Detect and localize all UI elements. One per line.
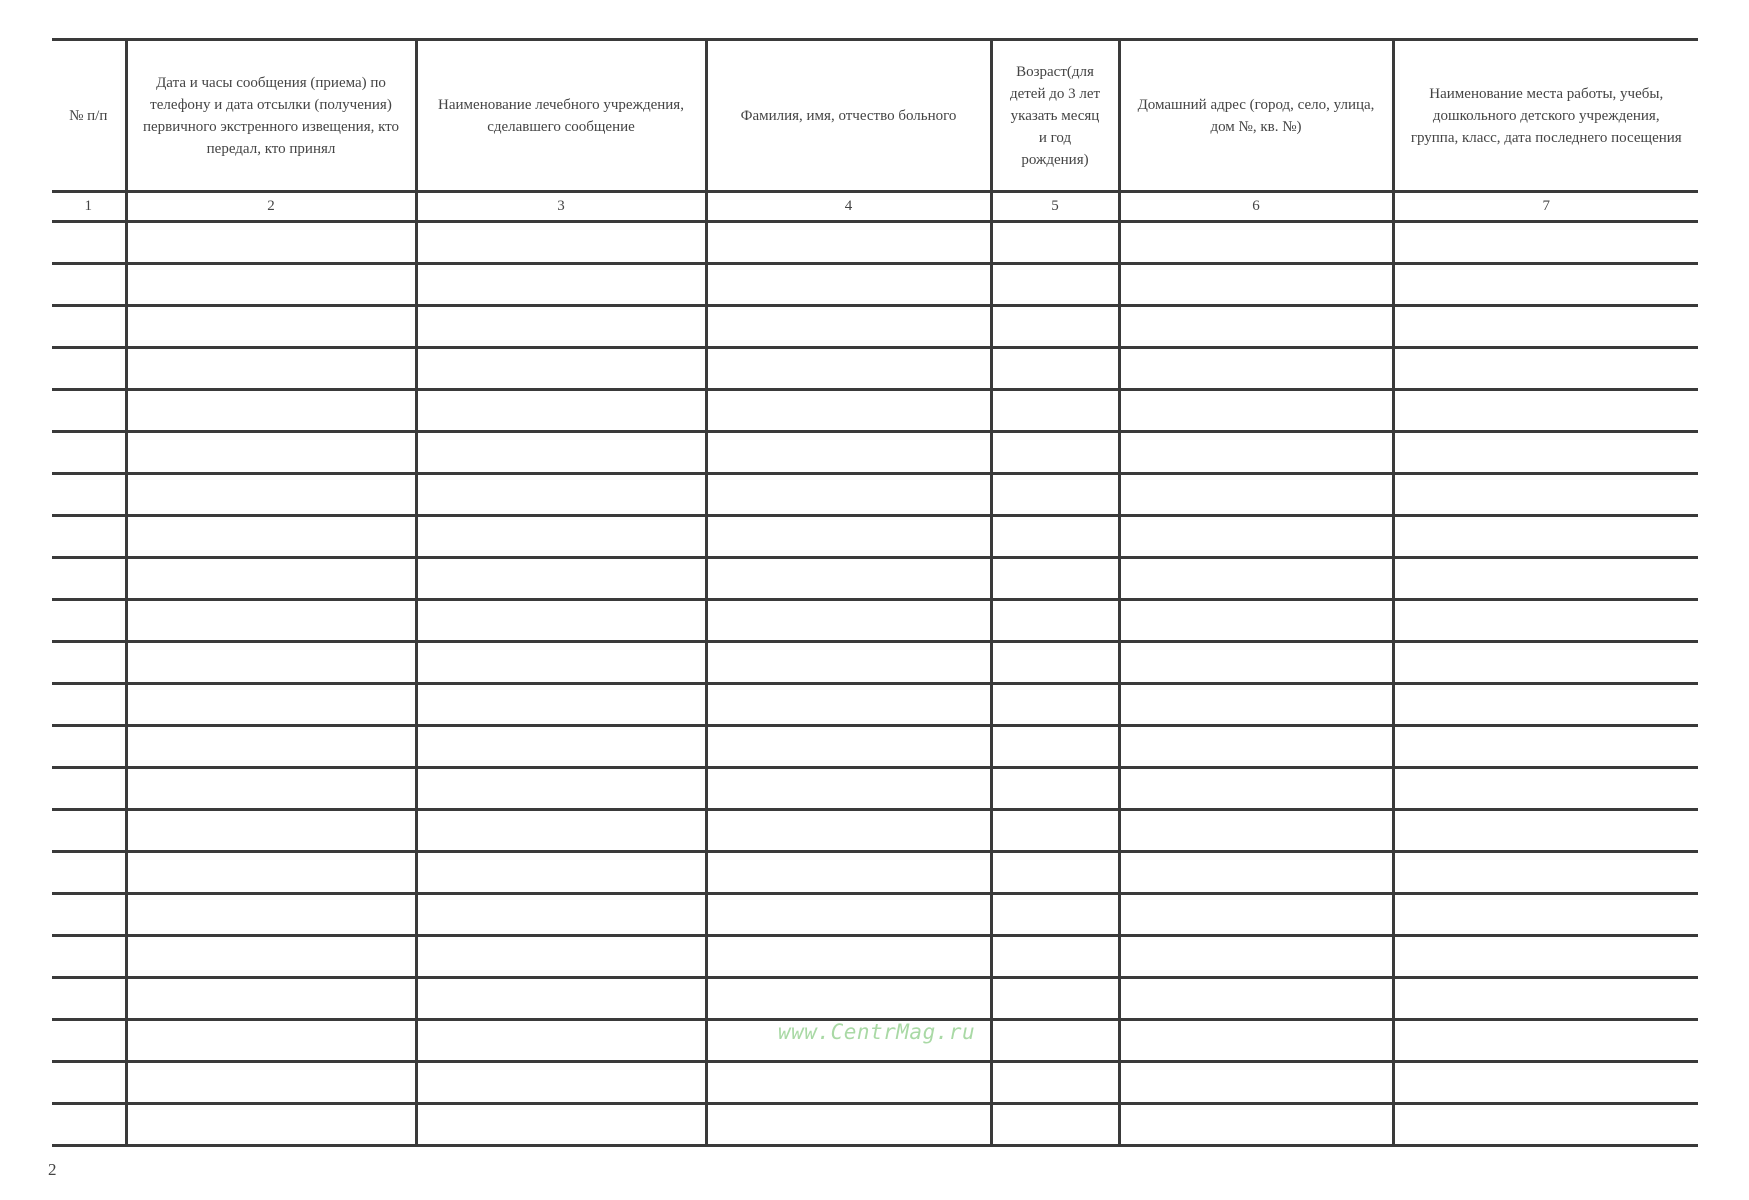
table-cell [1119, 264, 1393, 306]
table-cell [1119, 432, 1393, 474]
table-cell [1393, 1020, 1698, 1062]
table-header [52, 40, 1698, 222]
table-cell [991, 978, 1119, 1020]
table-cell [1393, 306, 1698, 348]
table-cell [416, 222, 706, 264]
table-cell [1393, 474, 1698, 516]
table-cell [991, 390, 1119, 432]
table-cell [52, 642, 126, 684]
col-header-workplace: Наименование места работы, учебы, дошкольного детского учреждения, группа, класс, дата последнего посещения [1393, 40, 1698, 192]
table-cell [126, 810, 416, 852]
col-number-4: 4 [706, 192, 991, 222]
col-number-5: 5 [991, 192, 1119, 222]
table-cell [416, 1062, 706, 1104]
table-cell [126, 936, 416, 978]
table-cell [1393, 810, 1698, 852]
table-cell [706, 516, 991, 558]
table-cell [126, 642, 416, 684]
table-row [52, 558, 1698, 600]
table-row [52, 978, 1698, 1020]
table-cell [706, 642, 991, 684]
table-cell [991, 852, 1119, 894]
table-cell [1119, 726, 1393, 768]
table-row [52, 936, 1698, 978]
table-cell [52, 810, 126, 852]
table-cell [706, 474, 991, 516]
table-cell [1119, 852, 1393, 894]
table-cell [1119, 558, 1393, 600]
table-row [52, 600, 1698, 642]
table-row [52, 726, 1698, 768]
table-cell [706, 264, 991, 306]
table-cell [52, 600, 126, 642]
column-headers-row [52, 40, 1698, 192]
table-cell [1393, 264, 1698, 306]
table-cell [126, 684, 416, 726]
table-cell [52, 1104, 126, 1146]
table-cell [52, 1020, 126, 1062]
table-cell [416, 1104, 706, 1146]
table-cell [706, 852, 991, 894]
table-cell [1119, 348, 1393, 390]
table-cell [1393, 558, 1698, 600]
table-cell [126, 852, 416, 894]
table-row [52, 684, 1698, 726]
table-cell [1119, 222, 1393, 264]
table-cell [52, 894, 126, 936]
col-number-3: 3 [416, 192, 706, 222]
table-cell [1393, 600, 1698, 642]
table-cell [991, 684, 1119, 726]
table-cell [126, 264, 416, 306]
table-cell [1119, 474, 1393, 516]
table-row [52, 516, 1698, 558]
table-cell [416, 474, 706, 516]
table-cell [52, 936, 126, 978]
table-row [52, 810, 1698, 852]
table-cell [1393, 1062, 1698, 1104]
table-cell [991, 558, 1119, 600]
table-cell [416, 684, 706, 726]
table-cell [1119, 936, 1393, 978]
table-cell [706, 432, 991, 474]
col-number-7: 7 [1393, 192, 1698, 222]
table-cell [991, 894, 1119, 936]
table-cell [126, 768, 416, 810]
table-cell [416, 852, 706, 894]
table-cell [416, 348, 706, 390]
table-cell [126, 1062, 416, 1104]
table-row [52, 432, 1698, 474]
table-cell [126, 390, 416, 432]
table-cell [1393, 978, 1698, 1020]
table-cell [991, 936, 1119, 978]
table-cell [1119, 642, 1393, 684]
table-cell [416, 810, 706, 852]
table-cell [416, 432, 706, 474]
col-header-patient-name: Фамилия, имя, отчество больного [706, 40, 991, 192]
table-cell [52, 726, 126, 768]
table-cell [52, 264, 126, 306]
table-cell [706, 1104, 991, 1146]
table-cell [126, 1104, 416, 1146]
table-cell [126, 726, 416, 768]
table-cell [126, 222, 416, 264]
table-cell [416, 306, 706, 348]
table-cell [52, 474, 126, 516]
table-cell [706, 306, 991, 348]
table-cell [991, 768, 1119, 810]
table-cell [991, 1020, 1119, 1062]
col-header-age: Возраст(для детей до 3 лет указать месяц и год рождения) [991, 40, 1119, 192]
table-cell [126, 474, 416, 516]
watermark: www.CentrMag.ru [778, 1020, 976, 1044]
table-cell [1393, 1104, 1698, 1146]
table-cell [416, 600, 706, 642]
table-row [52, 1062, 1698, 1104]
table-cell [991, 642, 1119, 684]
table-cell [52, 852, 126, 894]
table-row [52, 264, 1698, 306]
table-cell [126, 348, 416, 390]
table-cell [706, 222, 991, 264]
table-cell [1119, 516, 1393, 558]
table-row [52, 222, 1698, 264]
table-cell [1393, 390, 1698, 432]
col-header-number: № п/п [52, 40, 126, 192]
table-cell [416, 642, 706, 684]
table-cell [126, 516, 416, 558]
table-cell [1119, 1062, 1393, 1104]
table-cell [1119, 306, 1393, 348]
table-cell [991, 474, 1119, 516]
table-cell [1119, 894, 1393, 936]
table-cell [1119, 978, 1393, 1020]
table-cell [1119, 390, 1393, 432]
table-cell [1119, 600, 1393, 642]
col-number-1: 1 [52, 192, 126, 222]
table-cell [416, 894, 706, 936]
table-cell [126, 1020, 416, 1062]
table-cell [706, 684, 991, 726]
table-cell [1393, 642, 1698, 684]
table-cell [991, 516, 1119, 558]
table-row [52, 768, 1698, 810]
table-cell [52, 222, 126, 264]
table-cell [126, 432, 416, 474]
table-cell [1393, 936, 1698, 978]
table-cell [52, 348, 126, 390]
table-cell [416, 558, 706, 600]
table-cell [706, 558, 991, 600]
table-row [52, 852, 1698, 894]
table-cell [1393, 768, 1698, 810]
col-number-6: 6 [1119, 192, 1393, 222]
col-header-institution: Наименование лечебного учреждения, сделавшего сообщение [416, 40, 706, 192]
register-table [52, 38, 1698, 1147]
table-cell [1393, 432, 1698, 474]
table-cell [706, 726, 991, 768]
table-cell [991, 810, 1119, 852]
table-cell [52, 978, 126, 1020]
table-cell [991, 306, 1119, 348]
table-cell [52, 1062, 126, 1104]
table-cell [1393, 348, 1698, 390]
table-body [52, 222, 1698, 1146]
table-cell [706, 936, 991, 978]
table-cell [52, 684, 126, 726]
col-number-2: 2 [126, 192, 416, 222]
table-cell [706, 348, 991, 390]
table-cell [126, 558, 416, 600]
table-cell [416, 264, 706, 306]
table-cell [52, 768, 126, 810]
table-cell [126, 894, 416, 936]
table-cell [991, 222, 1119, 264]
col-header-address: Домашний адрес (город, село, улица, дом №, кв. №) [1119, 40, 1393, 192]
table-cell [416, 936, 706, 978]
page-number: 2 [48, 1160, 57, 1179]
table-cell [991, 432, 1119, 474]
table-cell [126, 978, 416, 1020]
table-cell [52, 432, 126, 474]
table-cell [706, 600, 991, 642]
table-cell [1393, 222, 1698, 264]
table-row [52, 894, 1698, 936]
table-cell [52, 516, 126, 558]
column-numbers-row [52, 192, 1698, 222]
table-cell [991, 264, 1119, 306]
table-cell [1119, 1104, 1393, 1146]
col-header-report-date: Дата и часы сообщения (приема) по телефону и дата отсылки (получения) первичного экстренного извещения, кто передал, кто принял [126, 40, 416, 192]
table-cell [706, 390, 991, 432]
table-row [52, 1104, 1698, 1146]
table-row [52, 306, 1698, 348]
table-row [52, 348, 1698, 390]
table-cell [1119, 1020, 1393, 1062]
table-cell [706, 894, 991, 936]
table-cell [1393, 894, 1698, 936]
table-cell [1119, 810, 1393, 852]
table-row [52, 642, 1698, 684]
table-cell [1119, 684, 1393, 726]
table-cell [991, 1104, 1119, 1146]
table-cell [416, 768, 706, 810]
table-cell [991, 1062, 1119, 1104]
table-cell [706, 768, 991, 810]
table-cell [52, 306, 126, 348]
table-cell [1393, 684, 1698, 726]
table-cell [416, 726, 706, 768]
table-cell [991, 600, 1119, 642]
table-row [52, 474, 1698, 516]
table-cell [52, 558, 126, 600]
table-cell [52, 390, 126, 432]
table-cell [991, 348, 1119, 390]
table-cell [416, 978, 706, 1020]
table-cell [126, 600, 416, 642]
table-cell [1393, 852, 1698, 894]
table-cell [416, 516, 706, 558]
table-cell [706, 810, 991, 852]
table-cell [416, 1020, 706, 1062]
table-cell [706, 1062, 991, 1104]
table-cell [416, 390, 706, 432]
table-cell [991, 726, 1119, 768]
table-row [52, 390, 1698, 432]
table-cell [1393, 516, 1698, 558]
table-cell [1119, 768, 1393, 810]
table-cell [126, 306, 416, 348]
table-cell [706, 978, 991, 1020]
table-cell [1393, 726, 1698, 768]
